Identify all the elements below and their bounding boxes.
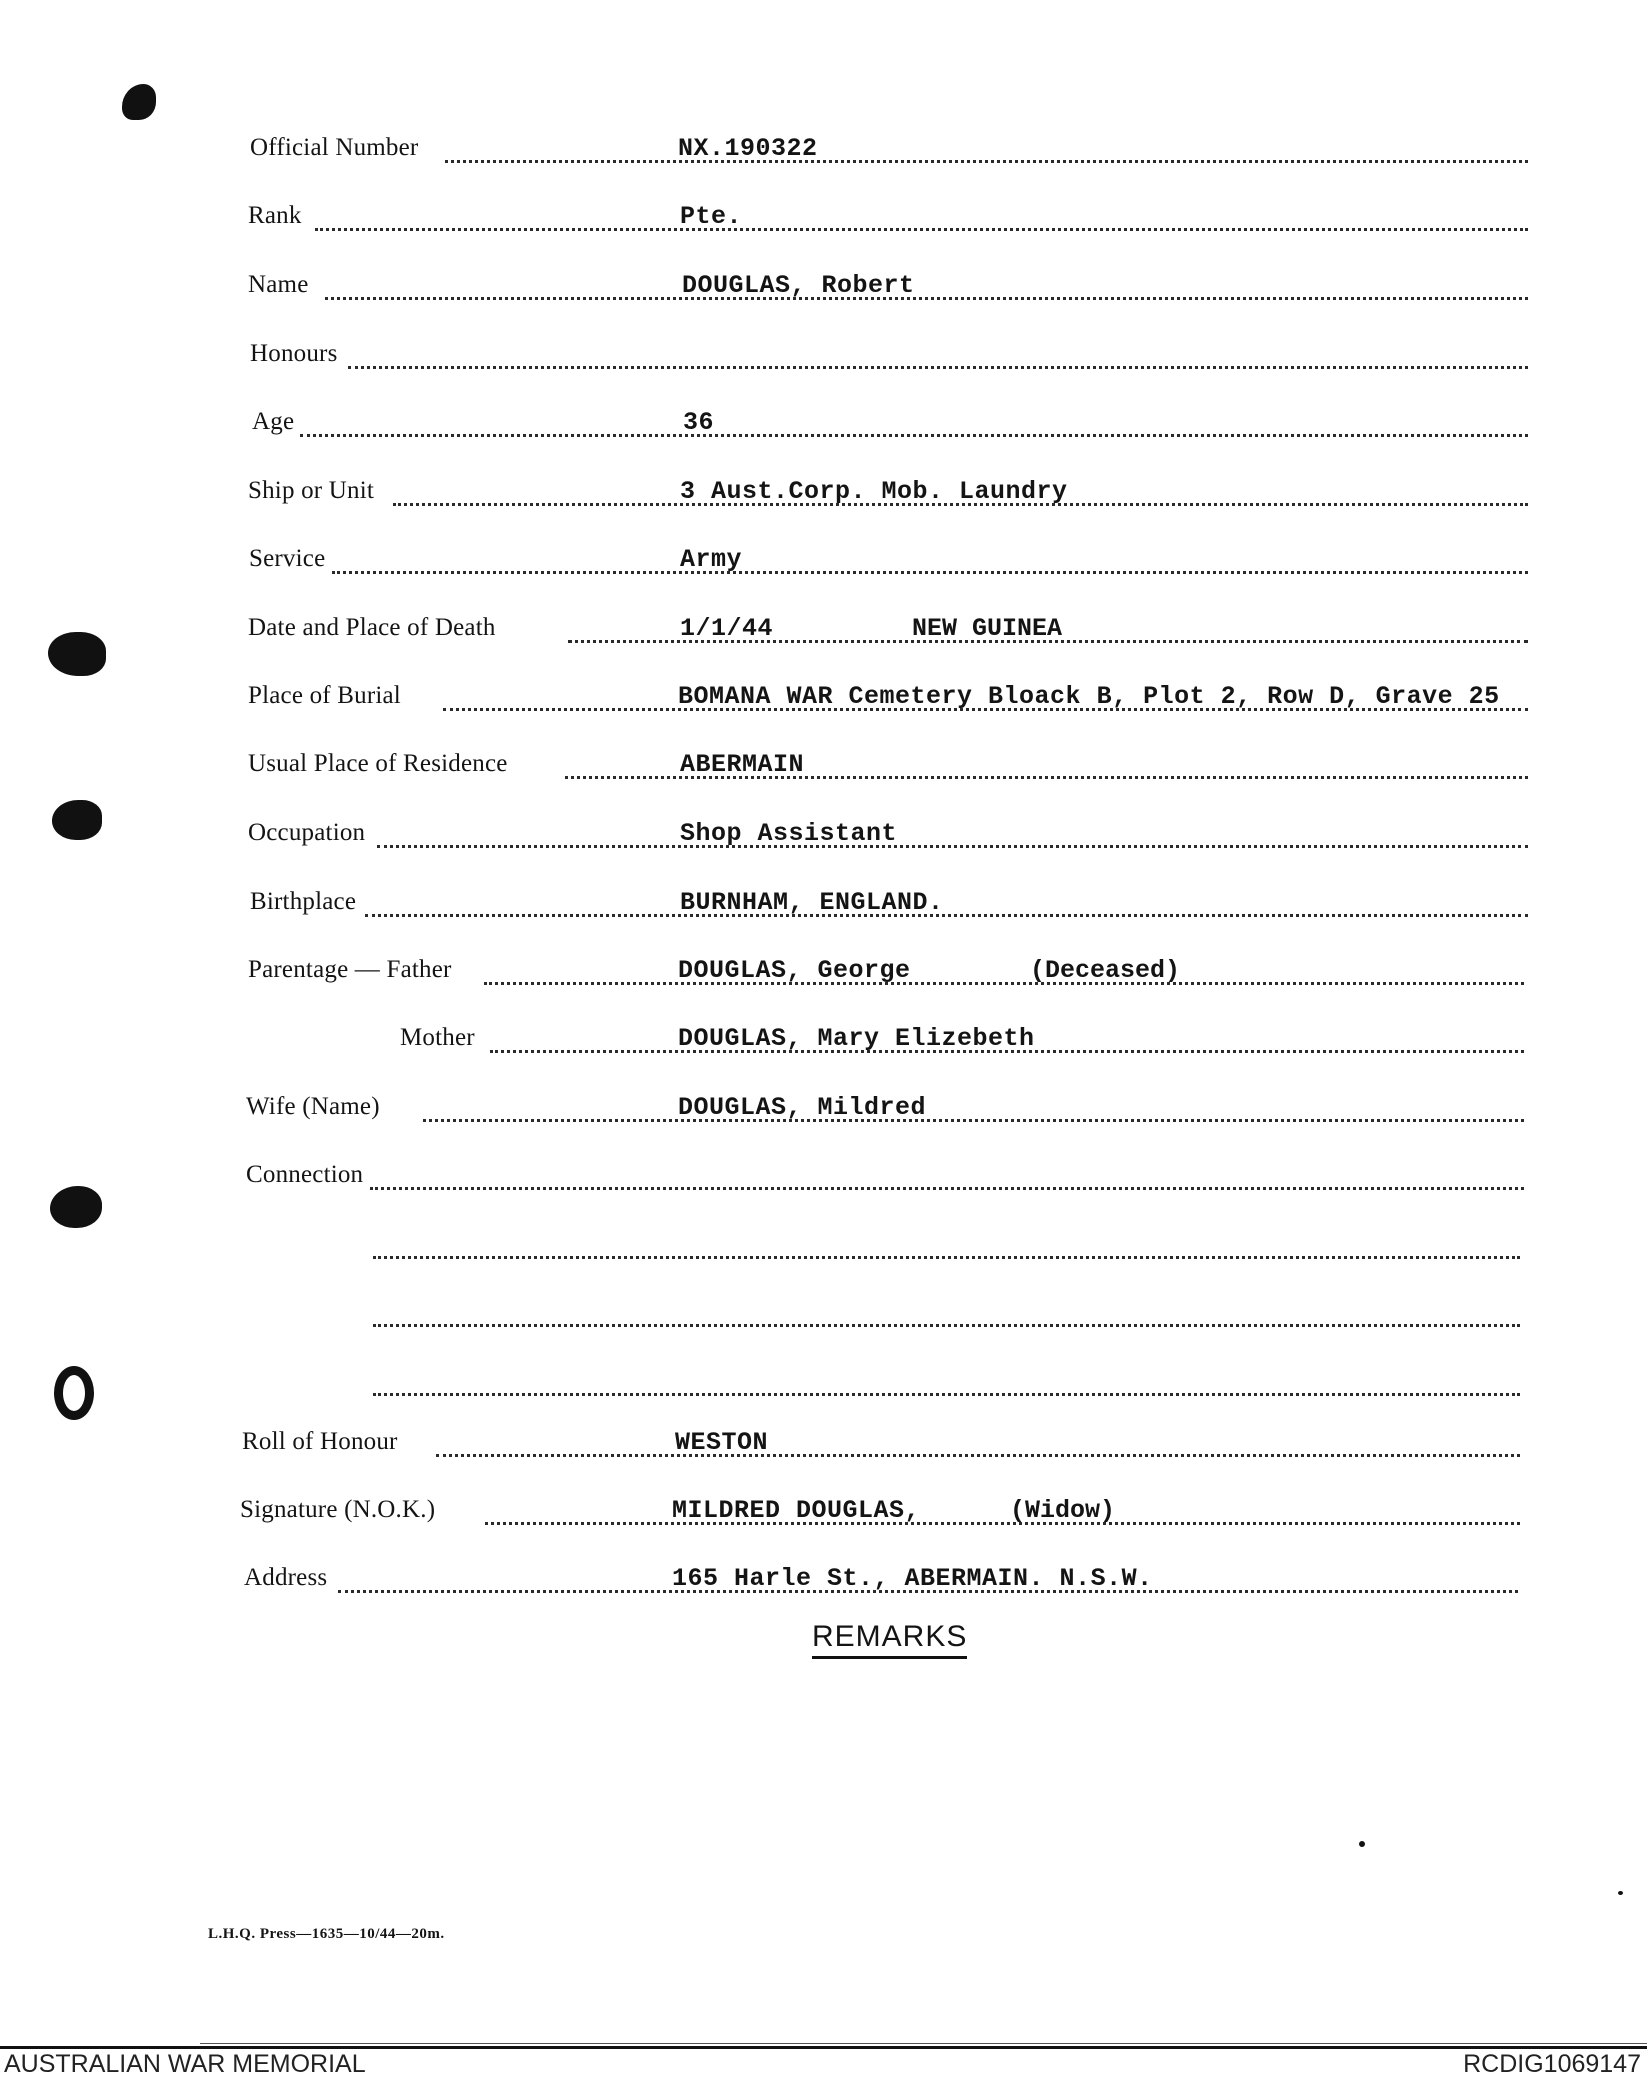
field-label: Roll of Honour (242, 1428, 398, 1455)
field-value: 165 Harle St., ABERMAIN. N.S.W. (672, 1564, 1153, 1593)
field-label: Address (244, 1564, 328, 1591)
field-label: Birthplace (250, 888, 357, 915)
field-label: Mother (400, 1024, 475, 1051)
form-row (0, 541, 1647, 581)
dotted-leader (325, 297, 1528, 300)
field-value: BOMANA WAR Cemetery Bloack B, Plot 2, Row D, Grave 25 (678, 682, 1500, 711)
field-label: Usual Place of Residence (248, 750, 508, 777)
form-row (0, 404, 1647, 444)
field-value: DOUGLAS, George (678, 956, 911, 985)
field-value: 3 Aust.Corp. Mob. Laundry (680, 477, 1068, 506)
form-row (0, 1020, 1647, 1060)
field-value: DOUGLAS, Robert (682, 271, 915, 300)
form-row (0, 1492, 1647, 1532)
field-value: BURNHAM, ENGLAND. (680, 888, 944, 917)
dotted-leader (373, 1256, 1520, 1259)
dotted-leader (348, 366, 1528, 369)
form-row (0, 884, 1647, 924)
dotted-leader (423, 1119, 1524, 1122)
form-row (0, 952, 1647, 992)
dotted-leader (315, 228, 1528, 231)
archive-name: AUSTRALIAN WAR MEMORIAL (4, 2050, 366, 2078)
field-label: Official Number (250, 134, 419, 161)
ink-speck (1359, 1841, 1365, 1847)
field-label: Name (248, 271, 309, 298)
dotted-leader (373, 1393, 1520, 1396)
field-label: Service (249, 545, 326, 572)
form-row (0, 198, 1647, 238)
form-row (0, 746, 1647, 786)
field-value: 1/1/44 (680, 614, 774, 643)
form-row (0, 1294, 1647, 1334)
field-value: ABERMAIN (680, 750, 805, 779)
dotted-leader (365, 914, 1528, 917)
dotted-leader (485, 1522, 1520, 1525)
field-label: Rank (248, 202, 302, 229)
press-imprint: L.H.Q. Press—1635—10/44—20m. (208, 1926, 445, 1942)
field-value: NX.190322 (678, 134, 818, 163)
form-row (0, 1363, 1647, 1403)
field-value-secondary: NEW GUINEA (912, 614, 1063, 643)
field-label: Connection (246, 1161, 364, 1188)
form-row (0, 267, 1647, 307)
form-row (0, 1226, 1647, 1266)
field-label: Ship or Unit (248, 477, 375, 504)
field-value: 36 (683, 408, 715, 437)
footer-rule (0, 2046, 1647, 2049)
archive-reference: RCDIG1069147 (1463, 2050, 1641, 2078)
form-row (0, 130, 1647, 170)
field-label: Place of Burial (248, 682, 401, 709)
dotted-leader (484, 982, 1524, 985)
form-row (0, 815, 1647, 855)
field-value-secondary: (Deceased) (1030, 956, 1181, 985)
dotted-leader (370, 1187, 1524, 1190)
field-label: Age (252, 408, 295, 435)
dotted-leader (377, 845, 1528, 848)
field-label: Date and Place of Death (248, 614, 496, 641)
form-row (0, 473, 1647, 513)
field-value: Army (680, 545, 743, 574)
field-label: Honours (250, 340, 338, 367)
form-row (0, 336, 1647, 376)
field-value-secondary: (Widow) (1010, 1496, 1116, 1525)
field-label: Wife (Name) (246, 1093, 380, 1120)
field-value: DOUGLAS, Mildred (678, 1093, 927, 1122)
field-value: Shop Assistant (680, 819, 898, 848)
field-value: MILDRED DOUGLAS, (672, 1496, 921, 1525)
form-row (0, 1157, 1647, 1197)
footer-rule-thin (200, 2043, 1647, 2044)
field-value: WESTON (675, 1428, 769, 1457)
form-row (0, 1089, 1647, 1129)
form-row (0, 1424, 1647, 1464)
dotted-leader (445, 160, 1528, 163)
form-row (0, 1560, 1647, 1600)
form-row (0, 610, 1647, 650)
remarks-heading: REMARKS (812, 1620, 967, 1659)
field-value: Pte. (680, 202, 743, 231)
dotted-leader (373, 1324, 1520, 1327)
field-value: DOUGLAS, Mary Elizebeth (678, 1024, 1035, 1053)
field-label: Parentage — Father (248, 956, 452, 983)
ink-speck (1618, 1891, 1623, 1895)
punch-hole-mark (122, 84, 156, 120)
dotted-leader (300, 434, 1528, 437)
dotted-leader (332, 571, 1528, 574)
field-label: Signature (N.O.K.) (240, 1496, 436, 1523)
dotted-leader (436, 1454, 1520, 1457)
field-label: Occupation (248, 819, 366, 846)
form-row (0, 678, 1647, 718)
